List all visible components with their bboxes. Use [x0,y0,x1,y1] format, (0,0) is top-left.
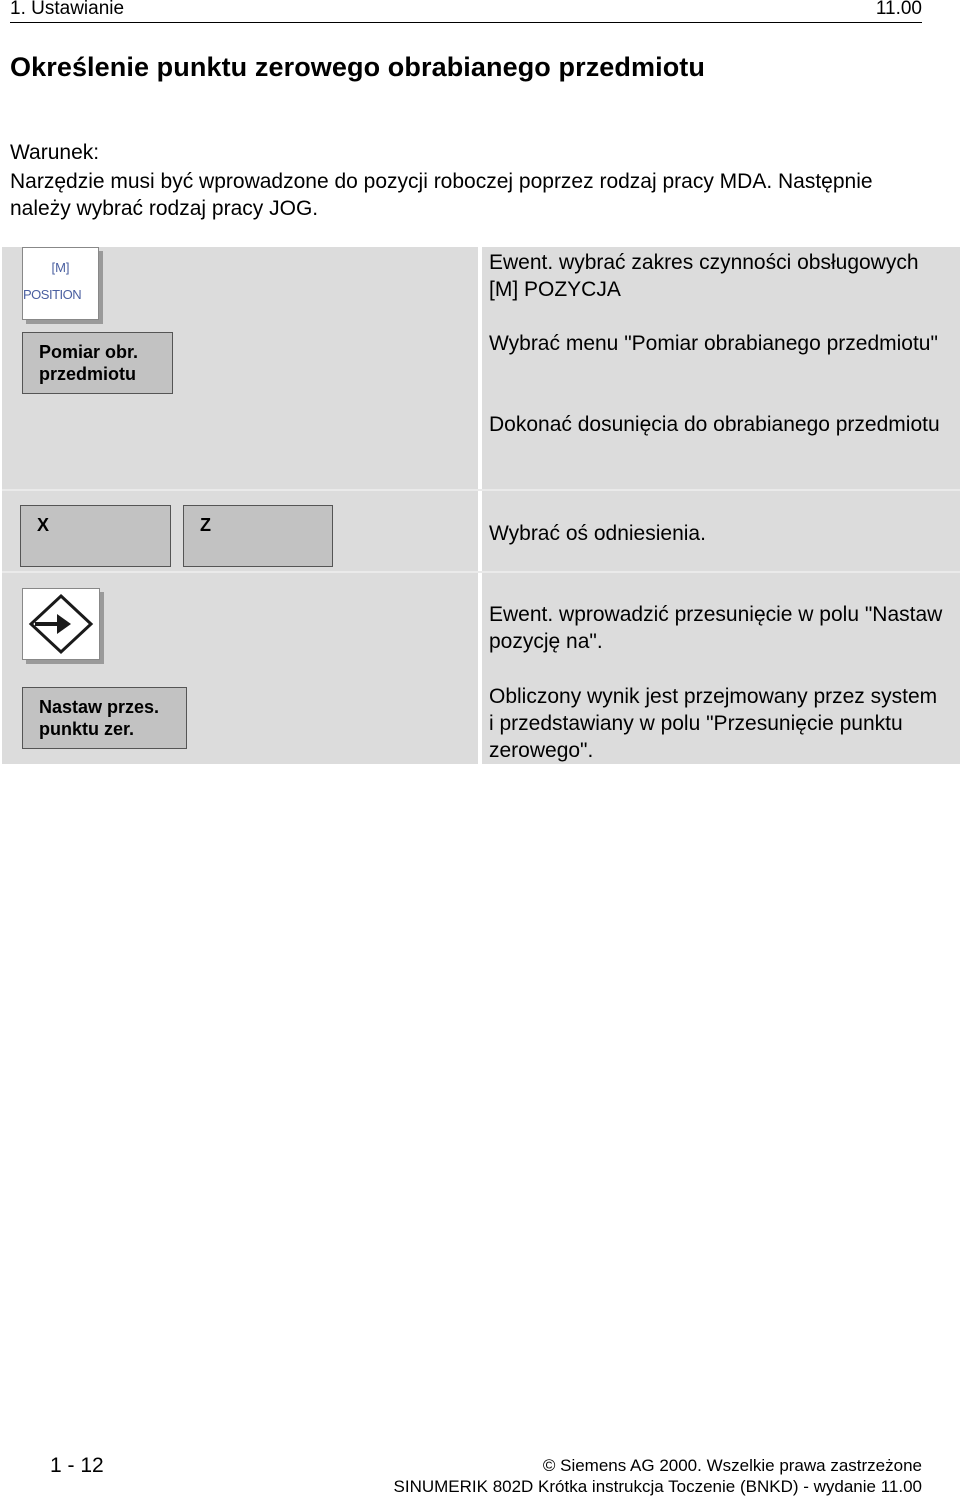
set-zero-offset-softkey[interactable] [22,687,187,749]
position-key-label: POSITION [23,287,82,302]
step-text: Wybrać oś odniesienia. [489,522,706,545]
axis-x-softkey[interactable] [20,505,171,567]
step-text: Obliczony wynik jest przejmowany przez system i przedstawiany w polu "Przesunięcie punktu zerowego". [489,685,938,762]
position-key[interactable] [22,247,99,320]
step-text: Ewent. wybrać zakres czynności obsługowych [M] POZYCJA [489,251,919,301]
measure-workpiece-softkey[interactable] [22,332,173,394]
softkey-label: Z [200,515,211,535]
step-text: Wybrać menu "Pomiar obrabianego przedmiotu" [489,332,938,355]
axis-z-softkey[interactable] [183,505,333,567]
chapter-header: 1. Ustawianie [10,0,125,19]
softkey-label: Pomiar obr. [39,342,139,362]
version-header: 11.00 [875,0,922,19]
softkey-label: Nastaw przes. [39,697,160,717]
condition-text: Narzędzie musi być wprowadzone do pozycji roboczej poprzez rodzaj pracy MDA. Następnie należy wybrać rodzaj pracy JOG. [10,170,873,220]
page-number: 1 - 12 [50,1454,104,1477]
condition-label: Warunek: [10,141,100,164]
document-title: SINUMERIK 802D Krótka instrukcja Toczenie (BNKD) - wydanie 11.00 [393,1477,922,1496]
softkey-label: X [37,515,50,535]
copyright-notice: © Siemens AG 2000. Wszelkie prawa zastrzeżone [542,1456,922,1475]
input-arrow-icon [27,592,95,656]
input-key[interactable] [22,588,100,660]
softkey-label: punktu zer. [39,719,135,739]
row-divider [2,489,960,491]
step-text: Dokonać dosunięcia do obrabianego przedmiotu [489,413,940,436]
step-text: Ewent. wprowadzić przesunięcie w polu "Nastaw pozycję na". [489,603,943,653]
row-divider [2,571,960,573]
header-divider [10,22,922,23]
page-title: Określenie punktu zerowego obrabianego przedmiotu [10,52,705,82]
position-key-label: [M] [51,260,70,275]
softkey-label: przedmiotu [39,364,136,384]
